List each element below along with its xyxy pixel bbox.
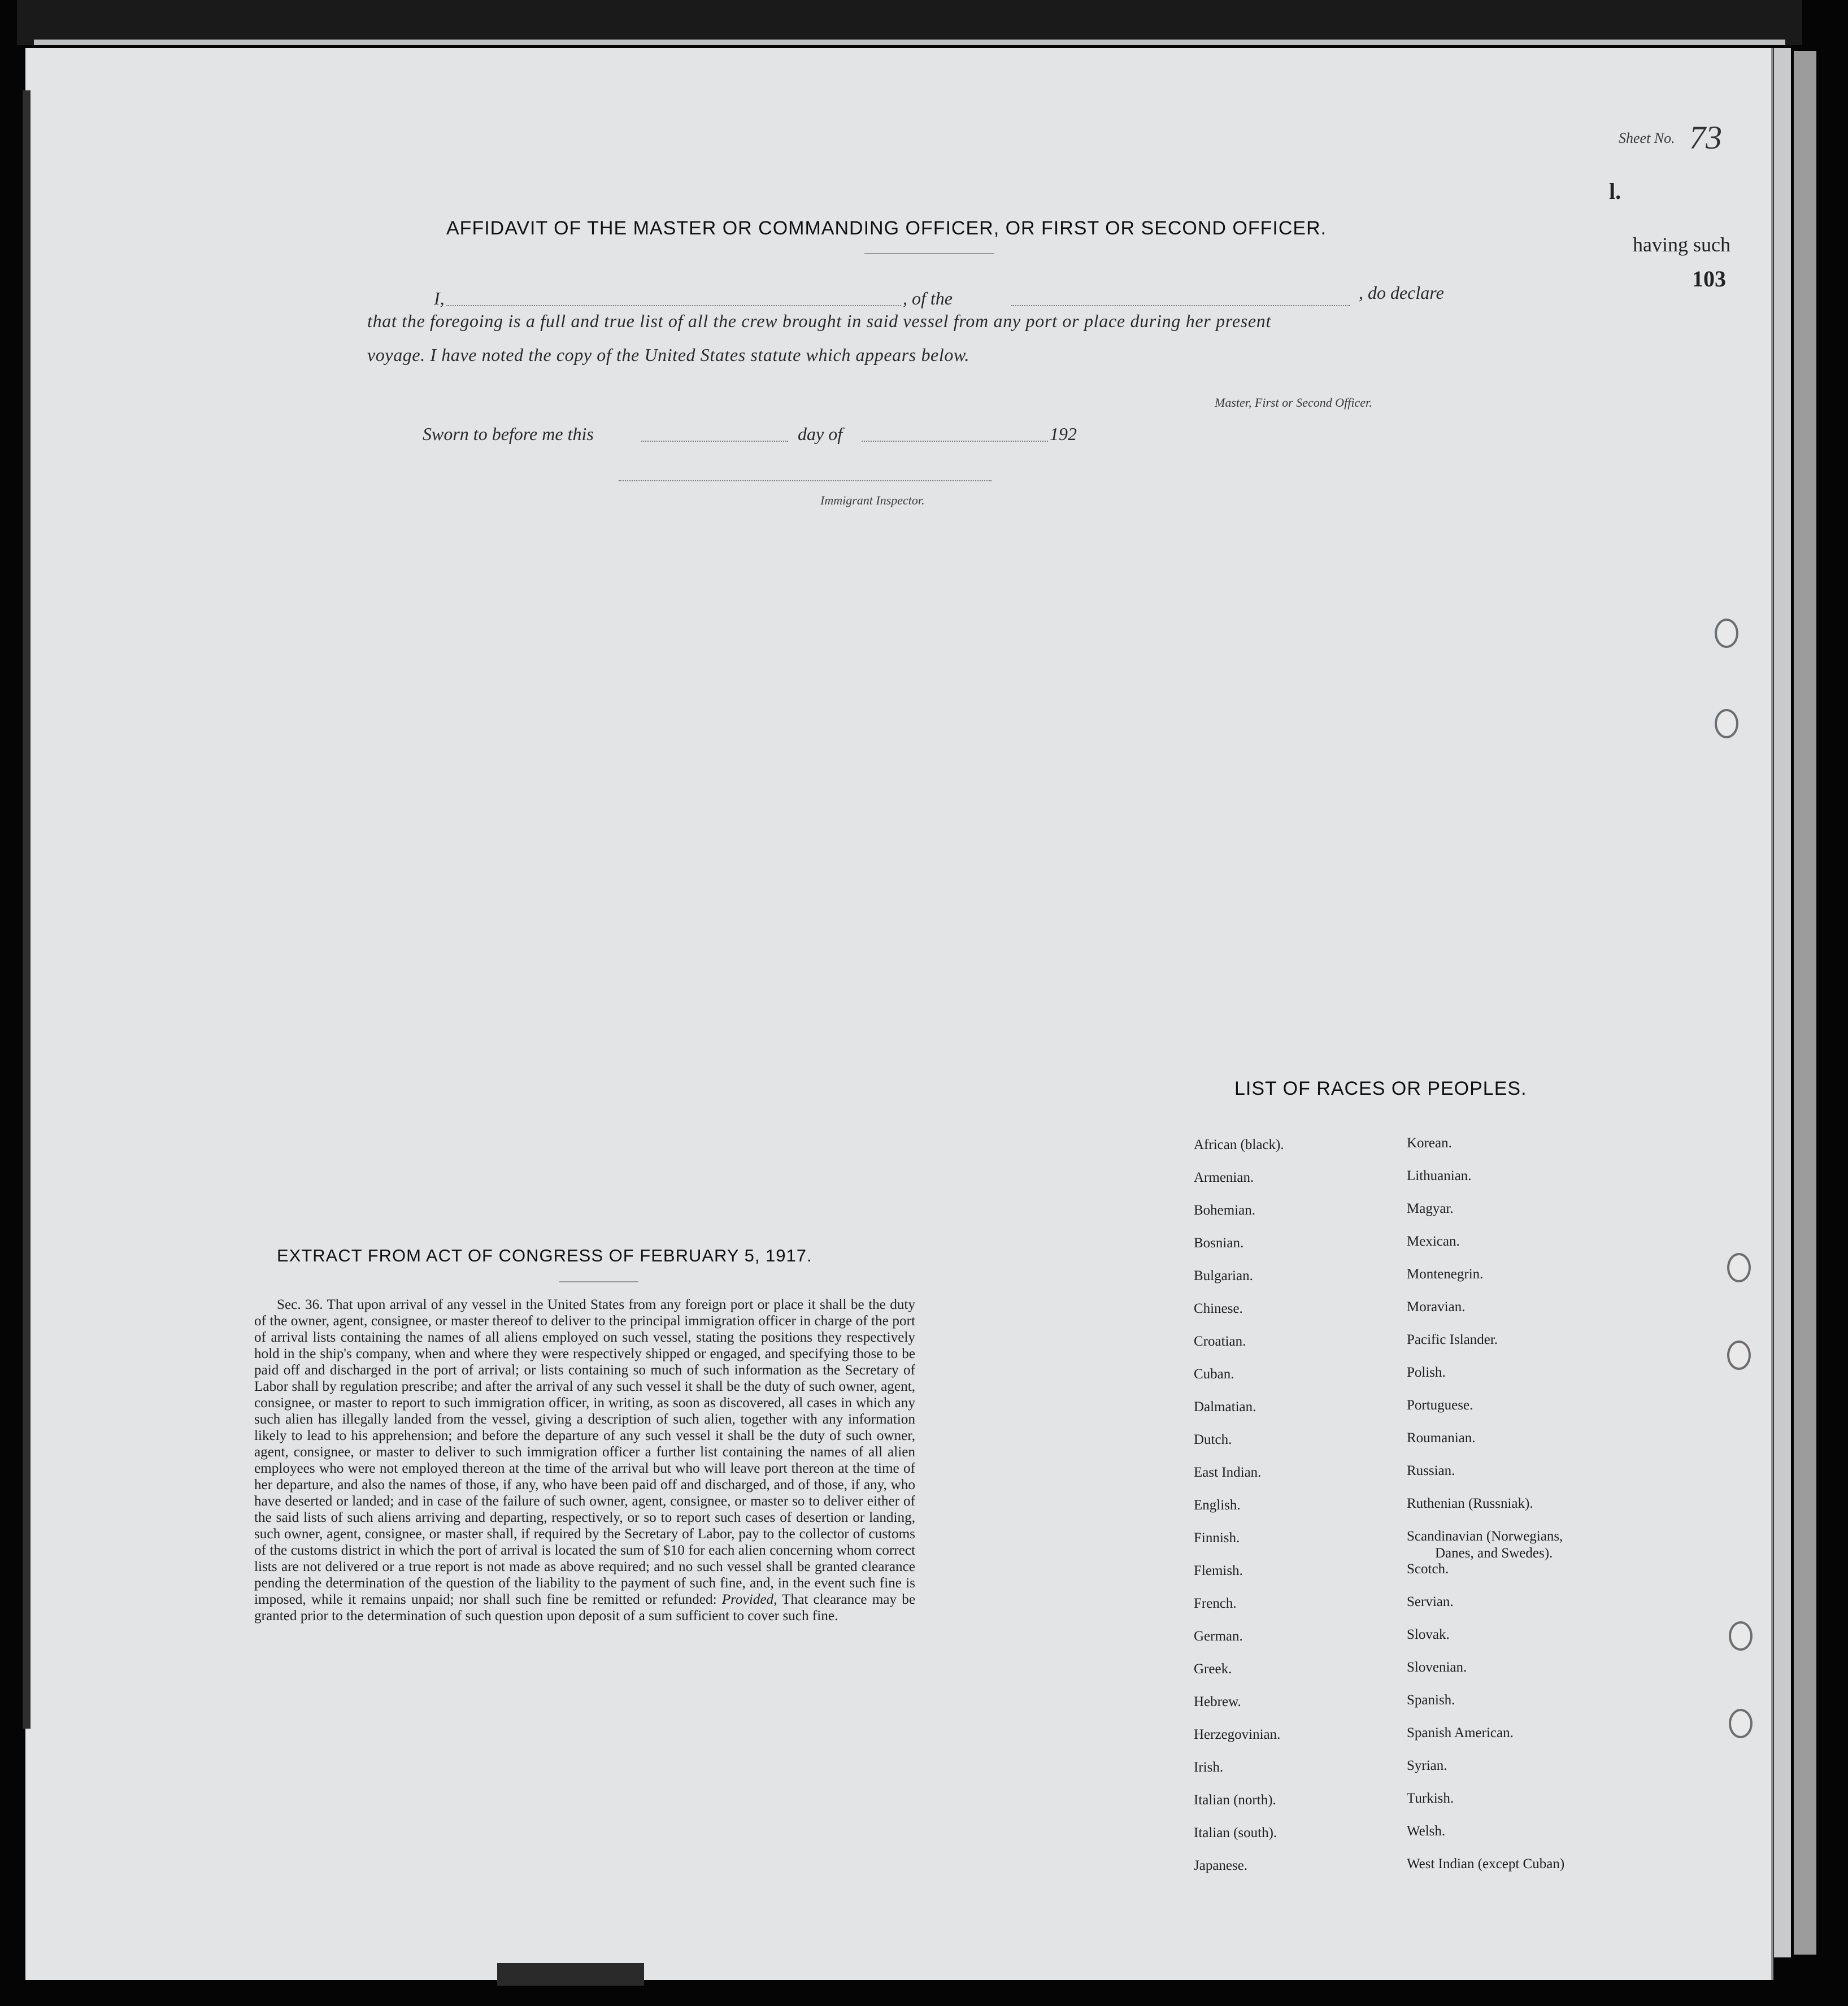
race-item: Portuguese. — [1407, 1398, 1473, 1413]
edge-fragment-2: having such — [1633, 233, 1730, 256]
year-text: 192 — [1050, 424, 1077, 444]
underlying-page-edge — [34, 40, 1785, 45]
race-item: Flemish. — [1194, 1563, 1243, 1578]
affidavit-i: I, — [434, 288, 445, 308]
race-item: German. — [1194, 1629, 1243, 1644]
master-name-line — [446, 305, 901, 306]
race-item: Chinese. — [1194, 1301, 1243, 1316]
punch-hole-icon — [1715, 619, 1738, 648]
race-item: Bulgarian. — [1194, 1268, 1253, 1283]
right-stack-edge — [1794, 51, 1816, 1955]
affidavit-title: AFFIDAVIT OF THE MASTER OR COMMANDING OFFICER, OR FIRST OR SECOND OFFICER. — [446, 217, 1327, 239]
affidavit-title-rule — [864, 253, 994, 254]
race-item: Cuban. — [1194, 1367, 1234, 1382]
punch-hole-icon — [1727, 1253, 1751, 1282]
punch-hole-icon — [1715, 709, 1738, 738]
edge-fragment-1: l. — [1609, 179, 1621, 204]
sworn-text: Sworn to before me this — [423, 424, 594, 444]
race-item: Magyar. — [1407, 1201, 1454, 1216]
race-item: Turkish. — [1407, 1791, 1454, 1806]
edge-fragment-3: 103 — [1692, 266, 1726, 291]
race-item: Dalmatian. — [1194, 1399, 1256, 1415]
race-item: Slovenian. — [1407, 1660, 1467, 1675]
race-item: Lithuanian. — [1407, 1168, 1472, 1183]
race-item: Spanish. — [1407, 1692, 1455, 1708]
sworn-month-line — [862, 441, 1048, 442]
race-item: Greek. — [1194, 1661, 1232, 1677]
race-item: Mexican. — [1407, 1234, 1460, 1249]
race-item: Herzegovinian. — [1194, 1727, 1281, 1742]
punch-hole-icon — [1729, 1621, 1753, 1651]
race-item: Scandinavian (Norwegians, — [1407, 1529, 1563, 1544]
race-item: Spanish American. — [1407, 1725, 1514, 1740]
races-left-column — [1194, 1137, 1284, 1891]
vessel-name-line — [1011, 305, 1350, 306]
day-of-text: day of — [798, 424, 843, 444]
races-title: LIST OF RACES OR PEOPLES. — [1234, 1078, 1527, 1099]
race-item: Servian. — [1407, 1594, 1454, 1609]
race-item: Japanese. — [1194, 1858, 1248, 1873]
affidavit-declare: , do declare — [1359, 282, 1444, 303]
sheet-label: Sheet No. — [1619, 130, 1675, 146]
page-right-edge — [1774, 48, 1791, 1957]
race-item: French. — [1194, 1596, 1237, 1611]
scan-top-border — [17, 0, 1802, 45]
inspector-label: Immigrant Inspector. — [820, 493, 925, 507]
sheet-number: 73 — [1689, 119, 1722, 156]
race-item: Finnish. — [1194, 1530, 1240, 1546]
race-item: Montenegrin. — [1407, 1267, 1484, 1282]
statute-tail: That clearance may be granted prior to the determination of such question upon deposit of a sum sufficient to cover such fine. — [254, 1592, 916, 1624]
affidavit-line-3: voyage. I have noted the copy of the United States statute which appears below. — [367, 345, 970, 365]
race-item: Italian (north). — [1194, 1792, 1276, 1808]
race-item: Moravian. — [1407, 1299, 1466, 1315]
affidavit-of-the: , of the — [903, 288, 953, 308]
statute-text — [254, 1296, 915, 1624]
provided-word: Provided, — [721, 1592, 777, 1607]
signer-label: Master, First or Second Officer. — [1215, 395, 1372, 410]
race-item: Croatian. — [1194, 1334, 1246, 1349]
race-item: Pacific Islander. — [1407, 1332, 1498, 1347]
race-item: Scotch. — [1407, 1561, 1449, 1577]
race-item: Italian (south). — [1194, 1825, 1277, 1840]
sworn-day-line — [641, 441, 788, 442]
race-item: Bosnian. — [1194, 1235, 1244, 1251]
race-item: Polish. — [1407, 1365, 1446, 1380]
punch-hole-icon — [1727, 1341, 1751, 1370]
statute-body: That upon arrival of any vessel in the United States from any foreign port or place it shall be the duty of the owner, agent, consignee, or master thereof to deliver to the principal immigration officer in charge of the port of arrival lists containing the names of all aliens employed on such vessel, stating the positions they respectively hold in the ship's company, when and where they were respectively shipped or engaged, and specifying those to be paid off and discharged in the port of arrival; or lists containing so much of such information as the Secretary of Labor shall by regulation prescribe; and after the arrival of any such vessel it shall be the duty of such owner, agent, consignee, or master to report to such immigration officer, in writing, as soon as discovered, all cases in which any such alien has illegally landed from the vessel, giving a description of such alien, together with any information likely to lead to his apprehension; and before the departure of any such vessel it shall be the duty of such owner, agent, consignee, or master to deliver to such immigration officer a further list containing the names of all alien employees who were not employed thereon at the time of the arrival but who will leave port thereon at the time of her departure, and also the names of those, if any, who have been paid off and discharged, and of those, if any, who have deserted or landed; and in case of the failure of such owner, agent, consignee, or master so to deliver either of the said lists of such aliens arriving and departing, respectively, or so to report such cases of desertion or landing, such owner, agent, consignee, or master shall, if required by the Secretary of Labor, pay to the collector of customs of the customs district in which the port of arrival is located the sum of $10 for each alien concerning whom correct lists are not delivered or a true report is not made as above required; and no such vessel shall be granted clearance pending the determination of the question of the liability to the payment of such fine, and, in the event such fine is imposed, while it remains unpaid; nor shall such fine be remitted or refunded: — [254, 1297, 915, 1607]
race-item: Slovak. — [1407, 1627, 1450, 1642]
affidavit-line-2: that the foregoing is a full and true list of all the crew brought in said vessel from any port or place during her present — [367, 311, 1272, 331]
race-item: Hebrew. — [1194, 1694, 1241, 1709]
race-item: West Indian (except Cuban) — [1407, 1856, 1565, 1872]
race-item: English. — [1194, 1498, 1241, 1513]
extract-title-rule — [559, 1281, 638, 1282]
left-binding-shadow — [23, 90, 31, 1729]
race-item: African (black). — [1194, 1137, 1284, 1152]
race-item: Welsh. — [1407, 1824, 1446, 1839]
race-item: Irish. — [1194, 1760, 1224, 1775]
punch-hole-icon — [1729, 1709, 1753, 1738]
race-item: Syrian. — [1407, 1758, 1447, 1773]
inspector-signature-line — [619, 480, 992, 481]
bottom-page-fragment — [497, 1963, 644, 1986]
race-item: Ruthenian (Russniak). — [1407, 1496, 1533, 1511]
race-item: Dutch. — [1194, 1432, 1232, 1447]
race-item: Korean. — [1407, 1135, 1452, 1151]
race-item: Roumanian. — [1407, 1430, 1476, 1446]
race-item: Danes, and Swedes). — [1435, 1546, 1553, 1561]
race-item: East Indian. — [1194, 1465, 1262, 1480]
race-item: Bohemian. — [1194, 1203, 1256, 1218]
race-item: Armenian. — [1194, 1170, 1254, 1185]
section-label: Sec. 36. — [277, 1297, 323, 1312]
races-right-column — [1407, 1135, 1564, 1889]
extract-title: EXTRACT FROM ACT OF CONGRESS OF FEBRUARY 5, 1917. — [277, 1246, 812, 1265]
race-item: Russian. — [1407, 1463, 1455, 1478]
